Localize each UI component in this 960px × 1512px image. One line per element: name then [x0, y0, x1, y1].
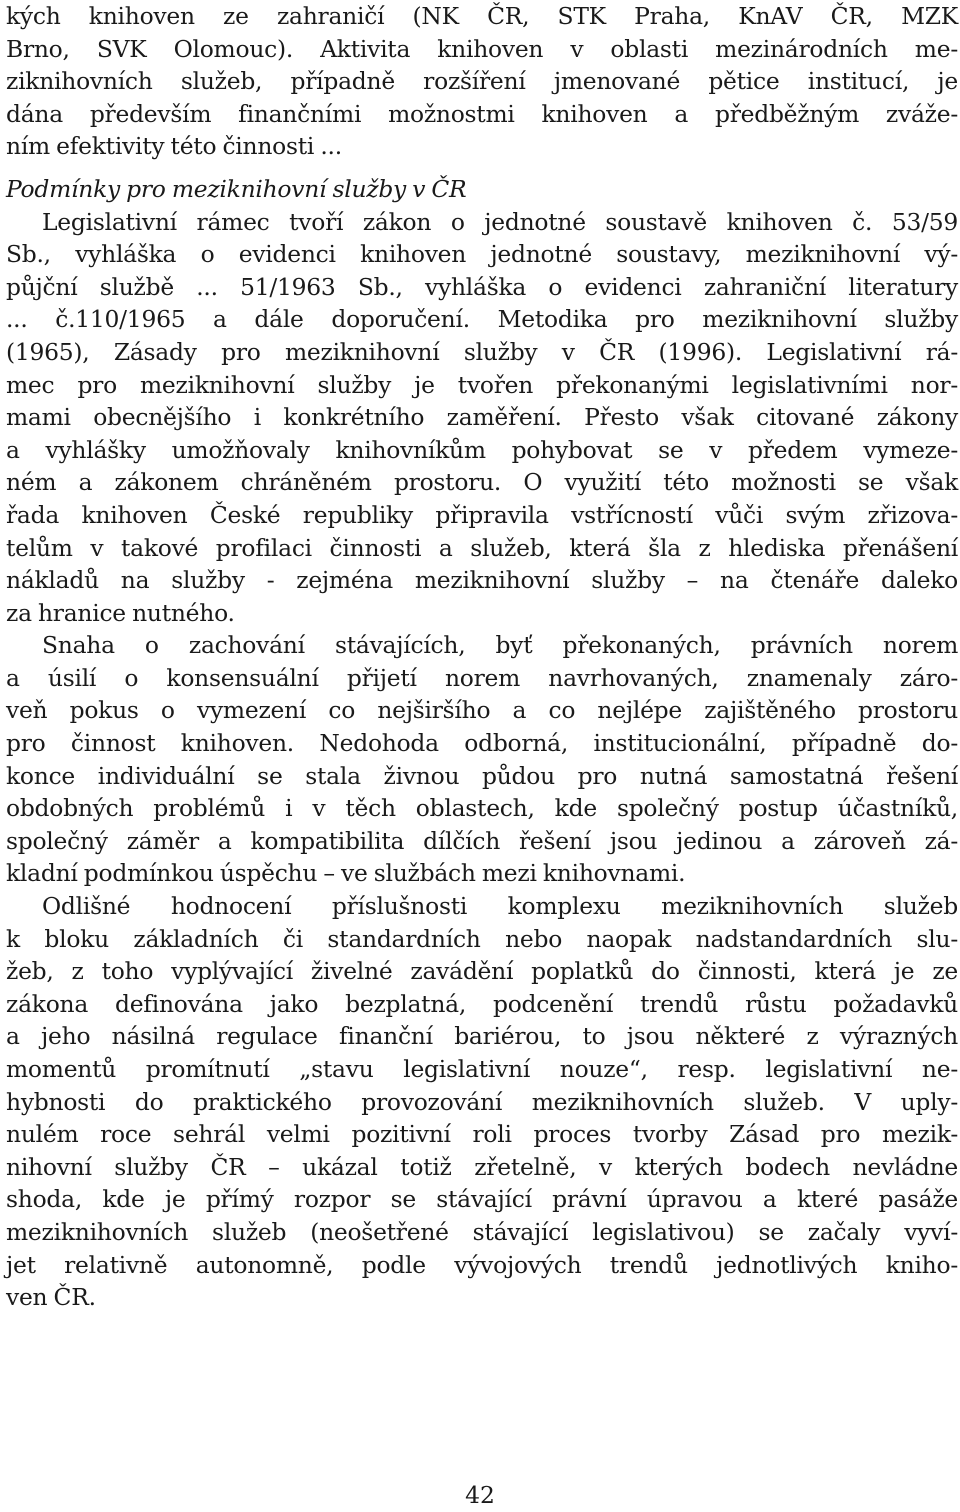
text-line: zákona definována jako bezplatná, podcenění trendů růstu požadavků [6, 989, 958, 1018]
text-line: nákladů na služby - zejména meziknihovní služby – na čtenáře daleko [6, 566, 958, 595]
text-line: dána především finančními možnostmi knihoven a předběžným zváže- [6, 99, 958, 128]
text-line: Snaha o zachování stávajících, byť překonaných, právních norem [42, 631, 958, 660]
page-number: 42 [465, 1481, 495, 1509]
text-line: hybnosti do praktického provozování meziknihovních služeb. V uply- [6, 1087, 958, 1116]
text-line: nulém roce sehrál velmi pozitivní roli proces tvorby Zásad pro mezik- [6, 1120, 958, 1149]
text-line: jet relativně autonomně, podle vývojových trendů jednotlivých kniho- [6, 1250, 958, 1279]
text-line: mec pro meziknihovní služby je tvořen překonanými legislativními nor- [6, 370, 958, 399]
text-line: ném a zákonem chráněném prostoru. O využití této možnosti se však [6, 468, 958, 497]
text-line: za hranice nutného. [6, 598, 235, 627]
text-line: žeb, z toho vyplývající živelné zavádění poplatků do činnosti, která je ze [6, 957, 958, 986]
text-line: meziknihovních služeb (neošetřené stávající legislativou) se začaly vyví- [6, 1217, 958, 1246]
text-line: konce individuální se stala živnou půdou pro nutná samostatná řešení [6, 761, 958, 790]
intro-paragraph [6, 0, 958, 163]
text-line: nihovní služby ČR – ukázal totiž zřetelně, v kterých bodech nevládne [6, 1152, 958, 1181]
text-line: ven ČR. [6, 1283, 96, 1312]
paragraph-effort [6, 629, 958, 890]
text-line: momentů promítnutí „stavu legislativní nouze“, resp. legislativní ne- [6, 1055, 958, 1083]
document-page [6, 0, 958, 1314]
text-line: půjční službě ... 51/1963 Sb., vyhláška o evidenci zahraniční literatury [6, 272, 958, 301]
text-line: shoda, kde je přímý rozpor se stávající právní úpravou a které pasáže [6, 1185, 958, 1214]
text-line: Brno, SVK Olomouc). Aktivita knihoven v oblasti mezinárodních me- [6, 34, 958, 63]
text-line: obdobných problémů i v těch oblastech, kde společný postup účastníků, [6, 794, 958, 823]
paragraph-evaluation [6, 890, 958, 1314]
text-line: (1965), Zásady pro meziknihovní služby v ČR (1996). Legislativní rá- [6, 337, 958, 366]
text-line: Sb., vyhláška o evidenci knihoven jednotné soustavy, meziknihovní vý- [6, 240, 958, 269]
text-line: společný záměr a kompatibilita dílčích řešení jsou jedinou a zároveň zá- [6, 826, 958, 855]
text-line: a úsilí o konsensuální přijetí norem navrhovaných, znamenaly záro- [6, 663, 958, 692]
text-line: řada knihoven České republiky připravila vstřícností vůči svým zřizova- [6, 500, 958, 529]
paragraph-legislation [6, 206, 958, 630]
text-line: ním efektivity této činnosti ... [6, 132, 342, 161]
text-line: a jeho násilná regulace finanční bariérou, to jsou některé z výrazných [6, 1022, 958, 1051]
text-line: mami obecnějšího i konkrétního zaměření. Přesto však citované zákony [6, 403, 958, 432]
text-line: pro činnost knihoven. Nedohoda odborná, institucionální, případně do- [6, 729, 958, 758]
text-line: ziknihovních služeb, případně rozšíření jmenované pětice institucí, je [6, 67, 958, 96]
text-line: ... č.110/1965 a dále doporučení. Metodika pro meziknihovní služby [6, 305, 958, 334]
text-line: a vyhlášky umožňovaly knihovníkům pohybovat se v předem vymeze- [6, 435, 958, 464]
text-line: telům v takové profilaci činnosti a služeb, která šla z hlediska přenášení [6, 533, 958, 562]
section-heading: Podmínky pro meziknihovní služby v ČR [6, 174, 467, 203]
text-line: k bloku základních či standardních nebo naopak nadstandardních slu- [6, 924, 958, 953]
text-line: kých knihoven ze zahraničí (NK ČR, STK Praha, KnAV ČR, MZK [6, 2, 958, 30]
text-line: veň pokus o vymezení co nejširšího a co nejlépe zajištěného prostoru [6, 696, 958, 725]
text-line: kladní podmínkou úspěchu – ve službách mezi knihovnami. [6, 859, 686, 888]
text-line: Legislativní rámec tvoří zákon o jednotné soustavě knihoven č. 53/59 [42, 207, 958, 236]
text-line: Odlišné hodnocení příslušnosti komplexu meziknihovních služeb [42, 892, 958, 921]
